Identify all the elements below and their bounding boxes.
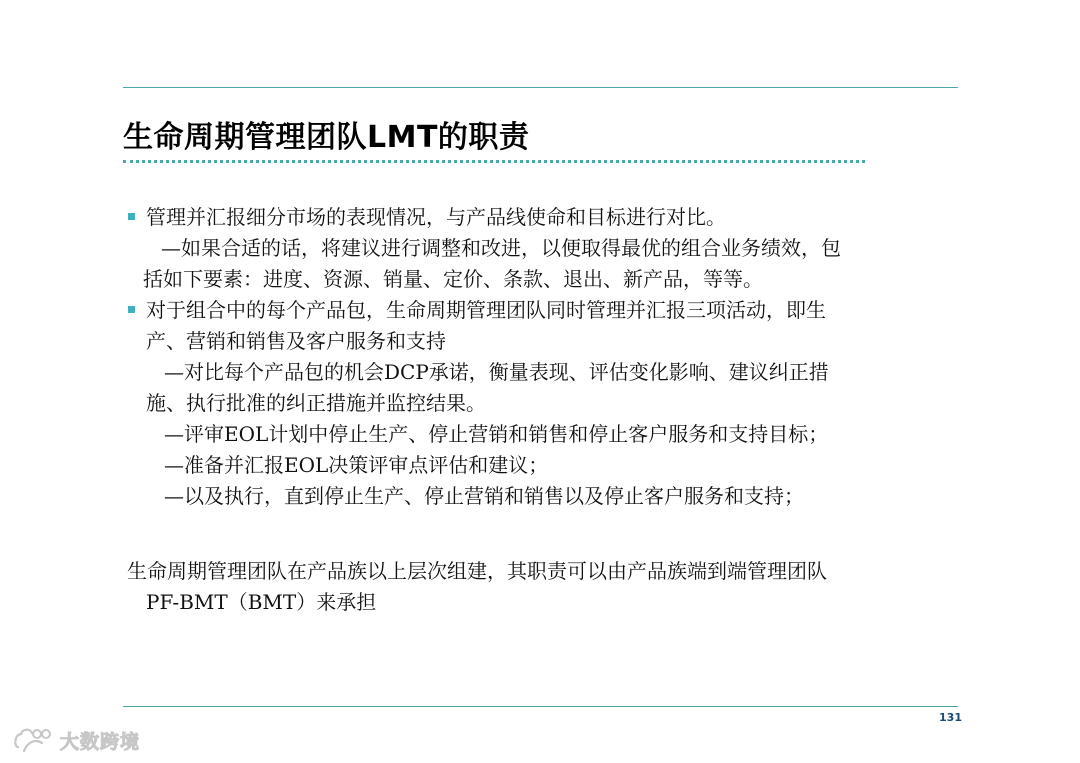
sub-item [127, 419, 957, 450]
closing-line: 生命周期管理团队在产品族以上层次组建，其职责可以由产品族端到端管理团队 [127, 559, 827, 583]
closing-line: PF-BMT（BMT）来承担 [146, 590, 377, 614]
sub-item-line: —如果合适的话，将建议进行调整和改进，以便取得最优的组合业务绩效，包 [161, 236, 841, 260]
watermark-logo-icon [12, 725, 56, 755]
slide-title: 生命周期管理团队LMT的职责 [123, 120, 530, 155]
slide-body [127, 202, 957, 618]
sub-item-line: —评审EOL计划中停止生产、停止营销和销售和停止客户服务和支持目标； [164, 422, 829, 446]
top-divider [123, 87, 958, 88]
sub-item-line: 施、执行批准的纠正措施并监控结果。 [146, 391, 486, 415]
watermark [12, 725, 140, 755]
bullet-text: 产、营销和销售及客户服务和支持 [146, 329, 446, 353]
spacer [127, 512, 957, 543]
sub-item-line: —以及执行，直到停止生产、停止营销和销售以及停止客户服务和支持； [164, 484, 804, 508]
sub-item [127, 450, 957, 481]
sub-item [127, 233, 957, 295]
bottom-divider [123, 706, 958, 707]
sub-item-line: 括如下要素：进度、资源、销量、定价、条款、退出、新产品，等等。 [143, 267, 763, 291]
square-bullet-icon [128, 213, 135, 220]
sub-item [127, 357, 957, 419]
page-number: 131 [939, 711, 962, 724]
sub-item [127, 481, 957, 512]
bullet-text: 对于组合中的每个产品包，生命周期管理团队同时管理并汇报三项活动，即生 [146, 298, 826, 322]
bullet-item [127, 295, 957, 357]
bullet-text: 管理并汇报细分市场的表现情况，与产品线使命和目标进行对比。 [146, 205, 726, 229]
bullet-item [127, 202, 957, 233]
sub-item-line: —对比每个产品包的机会DCP承诺，衡量表现、评估变化影响、建议纠正措 [164, 360, 829, 384]
square-bullet-icon [128, 306, 135, 313]
watermark-text: 大数跨境 [60, 730, 141, 753]
closing-paragraph [127, 556, 957, 618]
title-dotted-underline [123, 160, 865, 163]
sub-item-line: —准备并汇报EOL决策评审点评估和建议； [164, 453, 549, 477]
